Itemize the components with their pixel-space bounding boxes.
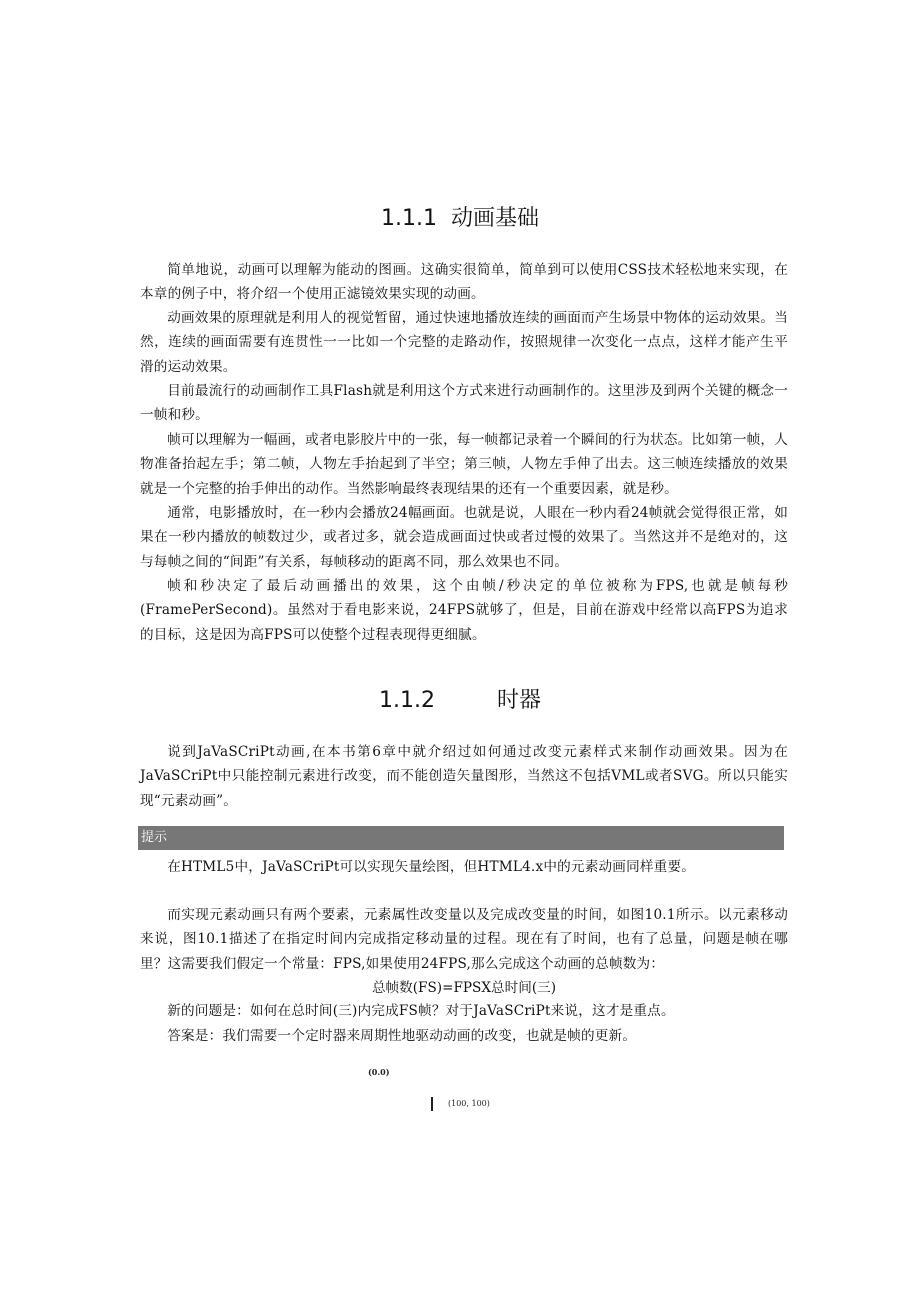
section-2-answer: 答案是：我们需要一个定时器来周期性地驱动动画的改变，也就是帧的更新。: [167, 1028, 637, 1044]
frame-formula: 总帧数(FS)=FPSX总时间(三): [371, 980, 557, 996]
section-2-question: 新的问题是：如何在总时间(三)内完成FS帧？对于JaVaSCriPt来说，这才是重点。: [167, 1003, 675, 1019]
section-1-paragraph-2: 动画效果的原理就是利用人的视觉暂留，通过快速地播放连续的画面而产生场景中物体的运动效果。当然，连续的画面需要有连贯性一一比如一个完整的走路动作，按照规律一次变化一点点，这样才能产生平滑的运动效果。: [140, 310, 788, 375]
figure-start-coordinate: (0.0): [368, 1067, 390, 1077]
section-1-paragraph-5: 通常，电影播放时，在一秒内会播放24幅画面。也就是说，人眼在一秒内看24帧就会觉得很正常，如果在一秒内播放的帧数过少，或者过多，就会造成画面过快或者过慢的效果了。当然这并不是绝对的，这与每帧之间的“间距”有关系，每帧移动的距离不同，那么效果也不同。: [140, 505, 788, 570]
section-2-intro: 说到JaVaSCriPt动画,在本书第6章中就介绍过如何通过改变元素样式来制作动画效果。因为在JaVaSCriPt中只能控制元素进行改变，而不能创造矢量图形，当然这不包括VML或者SVG。所以只能实现“元素动画”。: [140, 744, 788, 809]
section-1-title: 动画基础: [450, 206, 539, 231]
tip-bar: [138, 826, 784, 850]
tip-text: 在HTML5中，JaVaSCriPt可以实现矢量绘图，但HTML4.x中的元素动画同样重要。: [167, 859, 696, 875]
section-1-number: 1.1.1: [381, 206, 437, 231]
section-2-number: 1.1.2: [379, 688, 435, 713]
section-1-paragraph-3: 目前最流行的动画制作工具Flash就是利用这个方式来进行动画制作的。这里涉及到两个关键的概念一一帧和秒。: [140, 383, 788, 424]
section-2-heading: [0, 683, 920, 714]
section-1-paragraph-4: 帧可以理解为一幅画，或者电影胶片中的一张，每一帧都记录着一个瞬间的行为状态。比如第一帧，人物准备抬起左手；第二帧，人物左手抬起到了半空；第三帧，人物左手伸了出去。这三帧连续播放的效果就是一个完整的抬手伸出的动作。当然影响最终表现结果的还有一个重要因素，就是秒。: [140, 432, 788, 497]
tip-label: 提示: [141, 830, 168, 845]
section-1-heading: [0, 201, 920, 232]
section-2-title: 时器: [496, 688, 541, 713]
section-1-paragraph-6: 帧和秒决定了最后动画播出的效果，这个由帧/秒决定的单位被称为FPS,也就是帧每秒(FramePerSecond)。虽然对于看电影来说，24FPS就够了，但是，目前在游戏中经常以高FPS为追求的目标，这是因为高FPS可以使整个过程表现得更细腻。: [140, 578, 788, 643]
section-1-paragraph-1: 简单地说，动画可以理解为能动的图画。这确实很简单，简单到可以使用CSS技术轻松地来实现，在本章的例子中，将介绍一个使用正滤镜效果实现的动画。: [140, 262, 788, 303]
figure-end-marker: [431, 1097, 433, 1111]
section-2-paragraph-after-tip: 而实现元素动画只有两个要素，元素属性改变量以及完成改变量的时间，如图10.1所示。以元素移动来说，图10.1描述了在指定时间内完成指定移动量的过程。现在有了时间，也有了总量，问题是帧在哪里？这需要我们假定一个常量：FPS,如果使用24FPS,那么完成这个动画的总帧数为：: [140, 907, 788, 972]
figure-end-coordinate: (100, 100): [448, 1099, 490, 1108]
